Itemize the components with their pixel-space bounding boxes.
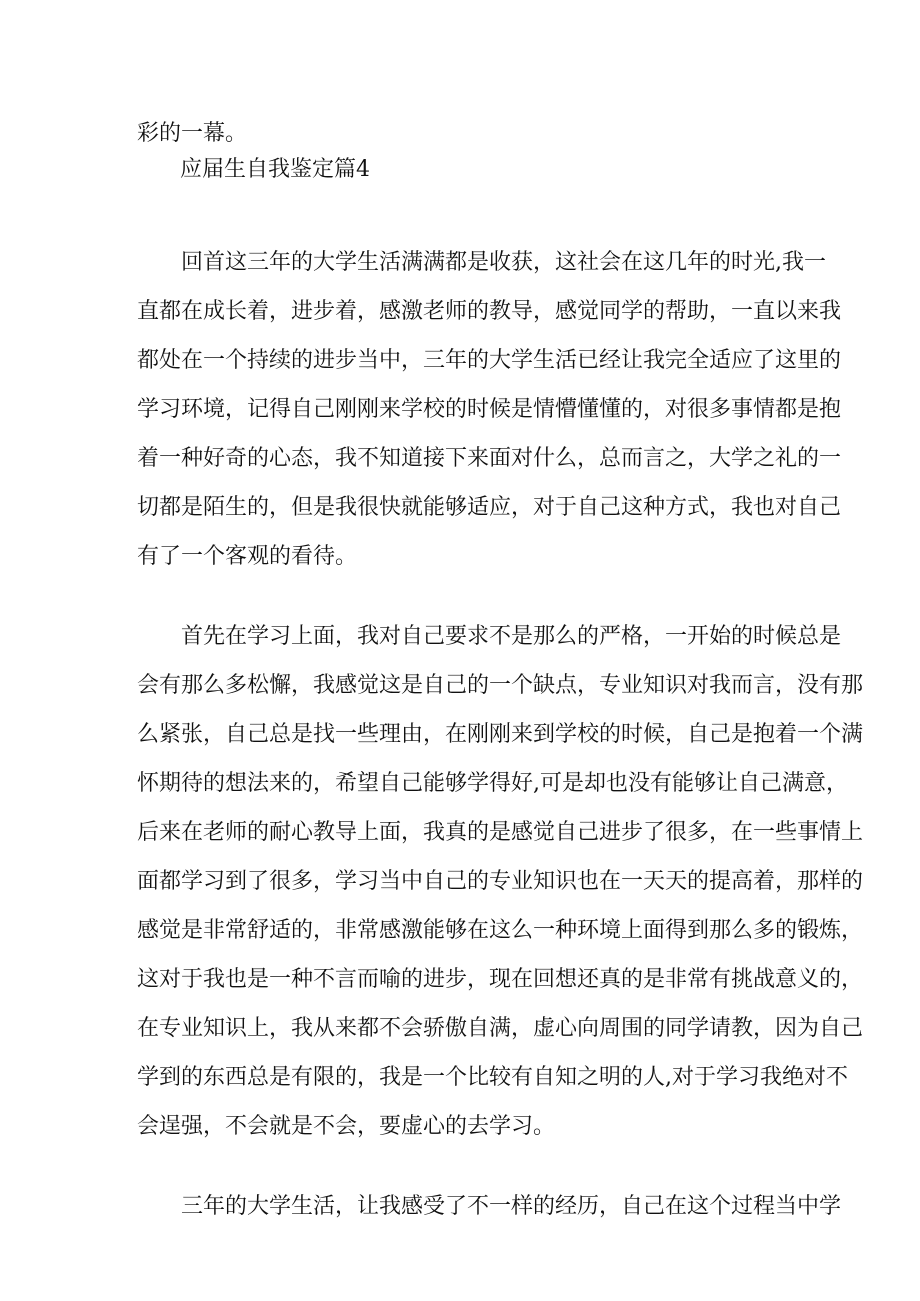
paragraph-line: 学到的东西总是有限的，我是一个比较有自知之明的人,对于学习我绝对不 (137, 1065, 848, 1090)
paragraph-line: 首先在学习上面，我对自己要求不是那么的严格，一开始的时候总是 (137, 624, 842, 649)
paragraph-line: 面都学习到了很多，学习当中自己的专业知识也在一天天的提高着，那样的 (137, 869, 864, 894)
section-heading: 应届生自我鉴定篇4 (180, 157, 370, 182)
paragraph-line: 切都是陌生的，但是我很快就能够适应，对于自己这种方式，我也对自己 (137, 495, 842, 520)
paragraph-line: 有了一个客观的看待。 (137, 544, 358, 569)
paragraph-line: 会有那么多松懈，我感觉这是自己的一个缺点，专业知识对我而言，没有那 (137, 673, 864, 698)
paragraph-line: 着一种好奇的心态，我不知道接下来面对什么，总而言之，大学之礼的一 (137, 446, 842, 471)
paragraph-line: 么紧张，自己总是找一些理由，在刚刚来到学校的时候，自己是抱着一个满 (137, 722, 864, 747)
paragraph-line: 会逞强，不会就是不会，要虚心的去学习。 (137, 1114, 556, 1139)
paragraph-line: 都处在一个持续的进步当中，三年的大学生活已经让我完全适应了这里的 (137, 348, 842, 373)
fragment-line: 彩的一幕。 (137, 121, 248, 146)
paragraph-line: 回首这三年的大学生活满满都是收获，这社会在这几年的时光,我一 (137, 250, 826, 275)
paragraph-line: 这对于我也是一种不言而喻的进步，现在回想还真的是非常有挑战意义的， (137, 967, 864, 992)
paragraph-line: 在专业知识上，我从来都不会骄傲自满，虚心向周围的同学请教，因为自己 (137, 1016, 864, 1041)
paragraph-line: 学习环境，记得自己刚刚来学校的时候是情懵懂懂的，对很多事情都是抱 (137, 397, 842, 422)
paragraph-line: 后来在老师的耐心教导上面，我真的是感觉自己进步了很多，在一些事情上 (137, 820, 864, 845)
paragraph-line: 怀期待的想法来的，希望自己能够学得好,可是却也没有能够让自己满意， (137, 771, 848, 796)
paragraph-line: 感觉是非常舒适的，非常感激能够在这么一种环境上面得到那么多的锻炼， (137, 918, 864, 943)
paragraph-line: 三年的大学生活，让我感受了不一样的经历，自己在这个过程当中学 (137, 1194, 842, 1219)
paragraph-line: 直都在成长着，进步着，感激老师的教导，感觉同学的帮助，一直以来我 (137, 299, 842, 324)
